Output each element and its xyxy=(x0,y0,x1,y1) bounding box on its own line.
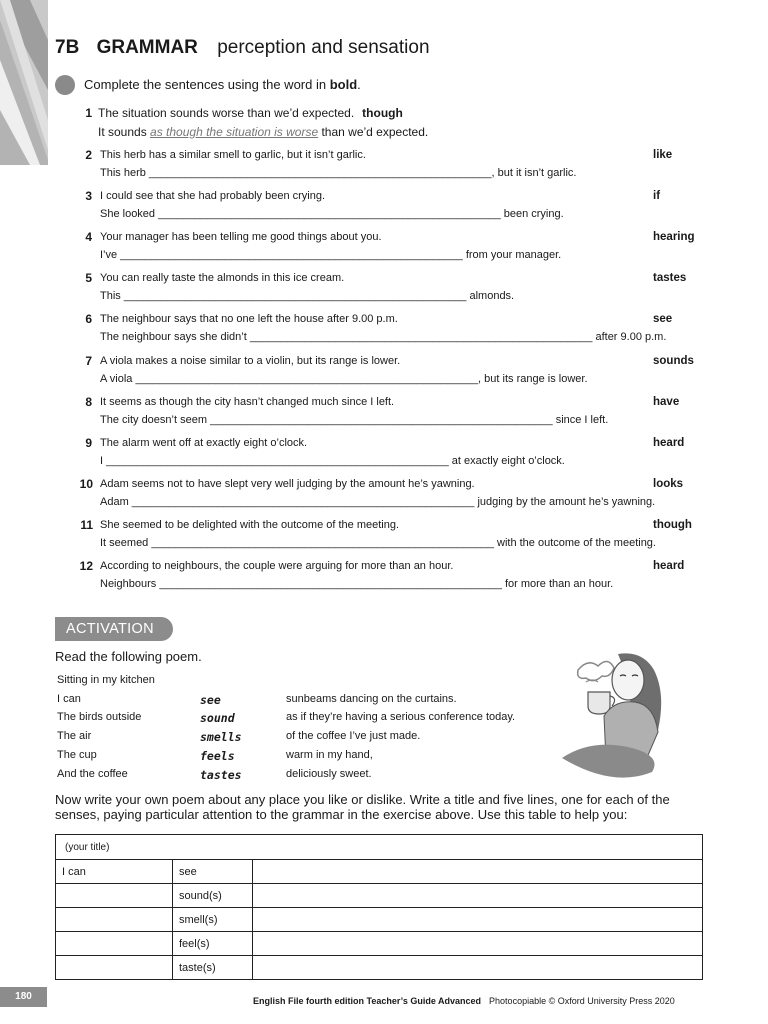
subject-cell[interactable] xyxy=(56,956,173,980)
page-number: 180 xyxy=(0,987,47,1007)
page-title xyxy=(55,37,430,59)
item-keyword: looks xyxy=(653,478,684,490)
read-instruction: Read the following poem. xyxy=(55,649,202,664)
verb-cell: feel(s) xyxy=(173,932,253,956)
item-keyword: have xyxy=(653,396,680,408)
item-sentence: You can really taste the almonds in this ice cream. xyxy=(100,272,345,284)
verb-cell: smell(s) xyxy=(173,908,253,932)
item-sentence: According to neighbours, the couple were arguing for more than an hour. xyxy=(100,560,454,572)
item-sentence: This herb has a similar smell to garlic, but it isn’t garlic. xyxy=(100,149,366,161)
activation-badge: ACTIVATION xyxy=(55,617,173,641)
item-sentence: Your manager has been telling me good things about you. xyxy=(100,231,382,243)
bullet-circle-icon xyxy=(55,75,75,95)
lesson-code: 7B xyxy=(55,37,80,58)
item-answer-line[interactable]: I’ve ________________________________________________________ from your manager. xyxy=(100,249,562,261)
answer-cell[interactable] xyxy=(253,884,703,908)
answer-cell[interactable] xyxy=(253,956,703,980)
item-sentence: She seemed to be delighted with the outcome of the meeting. xyxy=(100,519,400,531)
book-title: English File fourth edition Teacher’s Guide Advanced xyxy=(253,996,482,1006)
verb-cell: sound(s) xyxy=(173,884,253,908)
item-number: 12 xyxy=(79,559,93,573)
item-sentence: Adam seems not to have slept very well judging by the amount he’s yawning. xyxy=(100,478,475,490)
verb-cell: taste(s) xyxy=(173,956,253,980)
poem-writing-table xyxy=(55,834,703,980)
item-answer-line[interactable]: The city doesn’t seem ________________________________________________________ since I left. xyxy=(100,414,609,426)
item-answer-line[interactable]: Adam ________________________________________________________ judging by the amount he’s yawning. xyxy=(100,496,656,508)
item-keyword: hearing xyxy=(653,231,695,243)
item-number: 10 xyxy=(79,477,93,491)
item-sentence: The alarm went off at exactly eight o’clock. xyxy=(100,437,308,449)
item-number: 1 xyxy=(85,106,92,120)
item-answer-line[interactable]: The neighbour says she didn’t ________________________________________________________ after 9.00 p.m. xyxy=(100,331,667,343)
decorative-corner-stripes xyxy=(0,0,48,165)
item-answer-line[interactable]: Neighbours ________________________________________________________ for more than an hour. xyxy=(100,578,614,590)
subject-cell[interactable] xyxy=(56,884,173,908)
item-number: 7 xyxy=(85,354,92,368)
item-sentence: It seems as though the city hasn’t changed much since I left. xyxy=(100,396,395,408)
item-keyword: like xyxy=(653,149,673,161)
item-keyword: though xyxy=(362,106,403,120)
woman-drinking-coffee-illustration xyxy=(548,640,688,780)
example-answer-line: It sounds as though the situation is worse than we’d expected. xyxy=(98,125,429,139)
answer-cell[interactable] xyxy=(253,860,703,884)
item-answer-line[interactable]: This ________________________________________________________ almonds. xyxy=(100,290,515,302)
item-sentence: A viola makes a noise similar to a violin, but its range is lower. xyxy=(100,355,401,367)
subject-cell[interactable] xyxy=(56,908,173,932)
answer-cell[interactable] xyxy=(253,932,703,956)
item-number: 8 xyxy=(85,395,92,409)
item-number: 3 xyxy=(85,189,92,203)
item-answer-line[interactable]: A viola ________________________________________________________, but its range is lower. xyxy=(100,373,588,385)
item-answer-line[interactable]: This herb ________________________________________________________, but it isn’t garlic. xyxy=(100,167,577,179)
footer-text xyxy=(253,996,675,1006)
item-number: 2 xyxy=(85,148,92,162)
item-answer-line[interactable]: I ________________________________________________________ at exactly eight o’clock. xyxy=(100,455,565,467)
item-keyword: if xyxy=(653,190,661,202)
item-keyword: sounds xyxy=(653,355,694,367)
item-answer-line[interactable]: It seemed ________________________________________________________ with the outcome of the meeting. xyxy=(100,537,656,549)
exercise-instruction: Complete the sentences using the word in bold. xyxy=(84,77,361,92)
poem-title: Sitting in my kitchen xyxy=(57,674,155,686)
section-title: GRAMMAR xyxy=(96,37,198,58)
example-answer: as though the situation is worse xyxy=(150,125,319,139)
item-sentence: I could see that she had probably been crying. xyxy=(100,190,326,202)
item-number: 9 xyxy=(85,436,92,450)
item-sentence: The situation sounds worse than we’d expected. though xyxy=(98,106,403,120)
item-number: 4 xyxy=(85,230,92,244)
copyright: Photocopiable © Oxford University Press 2020 xyxy=(489,996,675,1006)
item-number: 5 xyxy=(85,271,92,285)
item-number: 6 xyxy=(85,312,92,326)
item-keyword: see xyxy=(653,313,673,325)
item-keyword: tastes xyxy=(653,272,687,284)
item-number: 11 xyxy=(80,518,93,532)
write-instruction: Now write your own poem about any place you like or dislike. Write a title and five lines, one for each of the senses, paying particular attention to the grammar in the exercise above. Use this table to help you: xyxy=(55,792,670,822)
item-answer-line[interactable]: She looked ________________________________________________________ been crying. xyxy=(100,208,564,220)
item-sentence: The neighbour says that no one left the house after 9.00 p.m. xyxy=(100,313,398,325)
item-keyword: heard xyxy=(653,437,685,449)
answer-cell[interactable] xyxy=(253,908,703,932)
title-cell[interactable]: (your title) xyxy=(56,835,703,860)
verb-cell: see xyxy=(173,860,253,884)
item-keyword: though xyxy=(653,519,692,531)
subject-cell[interactable] xyxy=(56,932,173,956)
section-subtitle: perception and sensation xyxy=(217,37,430,58)
subject-cell: I can xyxy=(56,860,173,884)
item-keyword: heard xyxy=(653,560,685,572)
